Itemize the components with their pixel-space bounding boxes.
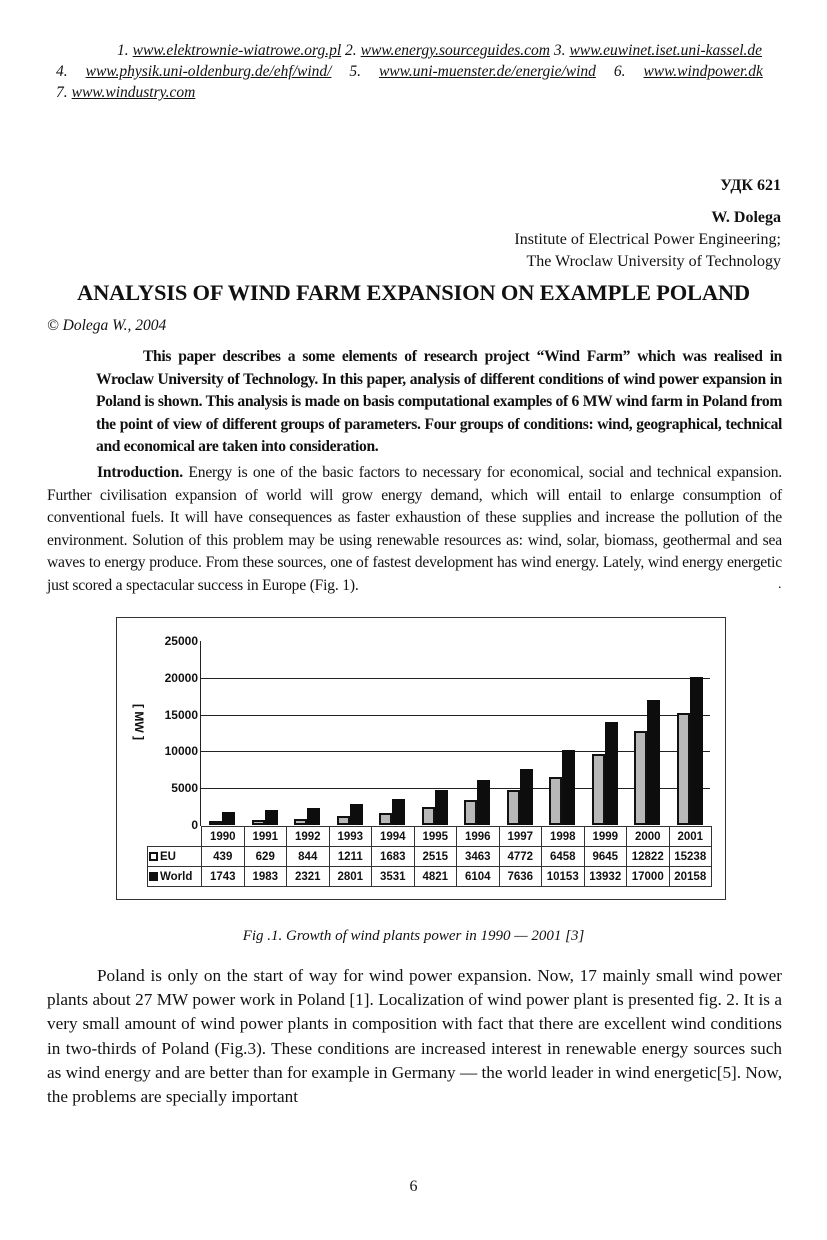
data-table-cell: 439 <box>202 847 245 867</box>
bar-world-1991 <box>265 810 278 825</box>
y-tick-label: 0 <box>191 818 198 832</box>
references-list <box>56 40 786 103</box>
y-tick-label: 10000 <box>164 744 198 759</box>
y-tick-label: 5000 <box>171 781 198 796</box>
data-table-cell: 1743 <box>202 867 245 887</box>
page-number: 6 <box>409 1178 418 1195</box>
introduction-text: Energy is one of the basic factors to necessary for economical, social and technical expansion. Further civilisation expansion of world will grow energy demand, which will entail to enlarge consumption of conventional fuels. It will have consequences as faster exhaustion of these supplies and increase the pollution of the environment. Solution of this problem may be using renewable resources as: wind, solar, biomass, geothermal and sea waves to energy produce. From these sources, one of fastest development has wind energy. Lately, wind energy energetic just scored a spectacular success in Europe (Fig. 1). <box>47 464 782 594</box>
data-table-year: 2001 <box>669 827 712 847</box>
bar-eu-1998 <box>549 777 562 825</box>
y-axis-label: [ MW ] <box>131 704 146 740</box>
figure-1-chart <box>116 617 726 900</box>
reference-link-1[interactable]: www.elektrownie-wiatrowe.org.pl <box>132 42 342 59</box>
introduction-paragraph <box>47 462 782 597</box>
bar-world-1990 <box>222 812 235 825</box>
udk-code: УДК 621 <box>720 177 781 194</box>
data-table-cell: 12822 <box>627 847 670 867</box>
bar-world-1995 <box>435 790 448 825</box>
data-table-year: 1995 <box>414 827 457 847</box>
bar-world-1994 <box>392 799 405 825</box>
reference-link-3[interactable]: www.euwinet.iset.uni-kassel.de <box>569 42 763 59</box>
data-table-cell: 17000 <box>627 867 670 887</box>
bar-eu-1996 <box>464 800 477 825</box>
data-table-cell: 6458 <box>542 847 585 867</box>
paper-title: ANALYSIS OF WIND FARM EXPANSION ON EXAMPLE POLAND <box>77 280 750 305</box>
data-table-cell: 1983 <box>244 867 287 887</box>
data-table-cell: 20158 <box>669 867 712 887</box>
copyright-line: © Dolega W., 2004 <box>47 317 167 334</box>
data-table-year: 1996 <box>457 827 500 847</box>
bar-eu-1995 <box>422 807 435 826</box>
grid-line <box>200 678 710 679</box>
author-name: W. Dolega <box>711 209 781 226</box>
chart-data-table <box>147 826 712 887</box>
legend-swatch-world <box>149 872 158 881</box>
bar-world-1997 <box>520 769 533 825</box>
data-table-cell: 6104 <box>457 867 500 887</box>
references-line-3: 7. www.windustry.com <box>56 84 196 101</box>
bar-world-1999 <box>605 722 618 825</box>
data-table-year: 1990 <box>202 827 245 847</box>
data-table-cell: 3531 <box>372 867 415 887</box>
data-table-cell: 7636 <box>499 867 542 887</box>
data-table-header-row <box>148 827 712 847</box>
affiliation-line-2: The Wroclaw University of Technology <box>526 253 781 270</box>
bar-world-1996 <box>477 780 490 825</box>
data-table-year: 2000 <box>627 827 670 847</box>
data-table-cell: 3463 <box>457 847 500 867</box>
data-table-cell: 2801 <box>329 867 372 887</box>
bar-world-2001 <box>690 677 703 825</box>
bar-eu-1994 <box>379 813 392 825</box>
bar-world-1993 <box>350 804 363 825</box>
y-tick-label: 25000 <box>164 634 198 648</box>
reference-link-4[interactable]: www.physik.uni-oldenburg.de/ehf/wind/ <box>85 63 332 80</box>
data-table-cell: 1211 <box>329 847 372 867</box>
y-tick-label: 20000 <box>164 670 198 685</box>
grid-line <box>200 715 710 716</box>
bar-eu-1991 <box>252 820 265 825</box>
bar-world-2000 <box>647 700 660 825</box>
data-table-cell: 10153 <box>542 867 585 887</box>
bar-eu-2001 <box>677 713 690 825</box>
data-table-year: 1991 <box>244 827 287 847</box>
body-paragraph: Poland is only on the start of way for wind power expansion. Now, 17 mainly small wind power plants about 27 MW power work in Poland [1]. Localization of wind power plant is presented fig. 2. It is a very small amount of wind power plants in composition with fact that there are excellent wind conditions in two-thirds of Poland (Fig.3). These conditions are increased interest in renewable energy sources such as wind energy and are better than for example in Germany — the world leader in wind energetic[5]. Now, the problems are specially important <box>47 966 782 1107</box>
chart-area <box>117 618 727 901</box>
data-table-cell: 844 <box>287 847 330 867</box>
data-table-cell: 9645 <box>584 847 627 867</box>
data-table-year: 1993 <box>329 827 372 847</box>
data-table-cell: 1683 <box>372 847 415 867</box>
legend-eu: EU <box>148 847 202 867</box>
introduction-heading: Introduction. <box>97 464 183 481</box>
references-line-1: 1. www.elektrownie-wiatrowe.org.pl 2. www.energy.sourceguides.com 3. www.euwinet.iset.uni-kassel.de <box>117 42 763 59</box>
y-axis-line <box>200 641 201 826</box>
bar-eu-1992 <box>294 819 307 825</box>
abstract: This paper describes a some elements of research project “Wind Farm” which was realised in Wroclaw University of Technology. In this paper, analysis of different conditions of wind power expansion in Poland is shown. This analysis is made on basis computational examples of 6 MW wind farm in Poland from the point of view of different groups of parameters. Four groups of conditions: wind, geographical, technical and economical are taken into consideration. <box>96 348 782 455</box>
legend-world: World <box>148 867 202 887</box>
y-tick-label: 15000 <box>164 707 198 722</box>
bar-world-1998 <box>562 750 575 825</box>
reference-link-5[interactable]: www.uni-muenster.de/energie/wind <box>378 63 596 80</box>
reference-link-6[interactable]: www.windpower.dk <box>643 63 763 80</box>
data-table-year: 1998 <box>542 827 585 847</box>
stray-dot: . <box>778 577 782 592</box>
data-table-row-world <box>148 867 712 887</box>
figure-1-caption: Fig .1. Growth of wind plants power in 1990 — 2001 [3] <box>242 928 585 944</box>
bar-eu-1993 <box>337 816 350 825</box>
data-table-year: 1997 <box>499 827 542 847</box>
bar-eu-1997 <box>507 790 520 825</box>
author-block <box>514 207 781 273</box>
affiliation-line-1: Institute of Electrical Power Engineering; <box>514 231 781 248</box>
references-line-2: 4. www.physik.uni-oldenburg.de/ehf/wind/ 5. www.uni-muenster.de/energie/wind 6. www.windpower.dk <box>56 63 763 80</box>
data-table-year: 1999 <box>584 827 627 847</box>
reference-link-2[interactable]: www.energy.sourceguides.com <box>360 42 550 59</box>
data-table-cell: 4772 <box>499 847 542 867</box>
data-table-year: 1994 <box>372 827 415 847</box>
reference-link-7[interactable]: www.windustry.com <box>71 84 196 101</box>
data-table-cell: 629 <box>244 847 287 867</box>
data-table-cell: 2515 <box>414 847 457 867</box>
bar-eu-1999 <box>592 754 605 825</box>
data-table-cell: 2321 <box>287 867 330 887</box>
data-table-cell: 4821 <box>414 867 457 887</box>
bar-world-1992 <box>307 808 320 825</box>
bar-eu-1990 <box>209 821 222 825</box>
data-table-cell: 15238 <box>669 847 712 867</box>
data-table-cell: 13932 <box>584 867 627 887</box>
data-table-row-eu <box>148 847 712 867</box>
legend-swatch-eu <box>149 852 158 861</box>
bar-eu-2000 <box>634 731 647 825</box>
data-table-year: 1992 <box>287 827 330 847</box>
